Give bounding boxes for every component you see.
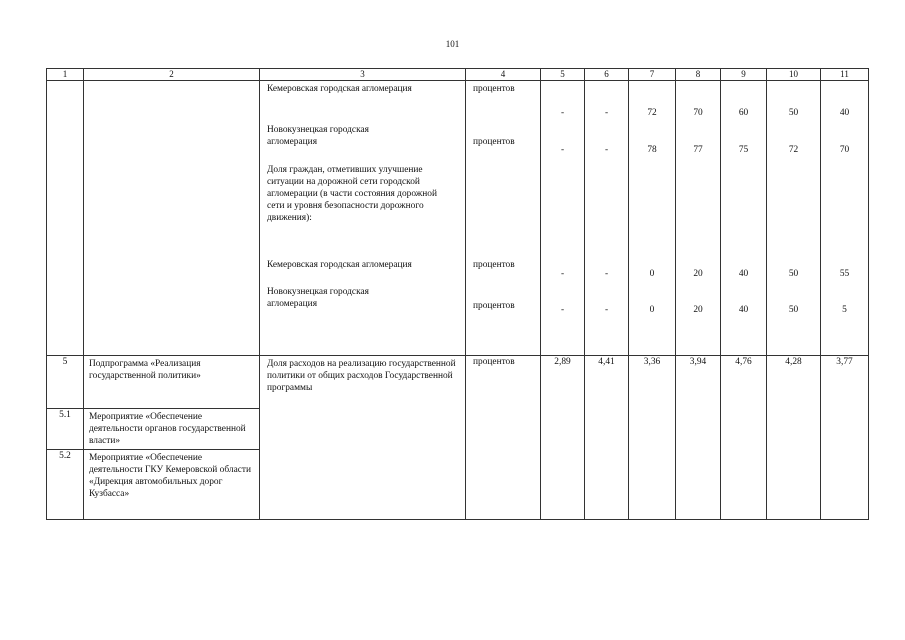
indicator-cell [260, 81, 466, 356]
value: 50 [788, 108, 799, 118]
value-cell: 2,89 [541, 356, 585, 520]
value: 55 [839, 269, 850, 279]
value: 60 [738, 108, 749, 118]
col-header-11: 11 [821, 69, 869, 81]
row-number-cell: 5.1 [47, 409, 84, 450]
value: 5 [842, 305, 847, 315]
unit-label: процентов [473, 84, 515, 94]
value-cell: 4,76 [721, 356, 767, 520]
program-name: Подпрограмма «Реализация государственной политики» [89, 359, 201, 381]
value: - [560, 269, 565, 279]
indicator-label: Доля расходов на реализацию государственной политики от общих расходов Государственной программы [267, 359, 456, 393]
value: - [560, 108, 565, 118]
program-name-cell [84, 450, 260, 520]
program-name: Мероприятие «Обеспечение деятельности органов государственной власти» [89, 412, 246, 446]
unit-label: процентов [473, 137, 515, 147]
value: 72 [788, 145, 799, 155]
value: 70 [839, 145, 850, 155]
program-name-cell [84, 356, 260, 409]
value: 0 [649, 269, 655, 279]
unit-label: процентов [473, 357, 515, 367]
value: 50 [788, 269, 799, 279]
value-cell: 3,77 [821, 356, 869, 520]
value: 0 [649, 305, 655, 315]
value-cell: 3,94 [676, 356, 721, 520]
value-cell: 4,41 [585, 356, 629, 520]
value: - [604, 145, 609, 155]
indicator-label: Новокузнецкая городская агломерация [267, 287, 369, 309]
indicator-label: Кемеровская городская агломерация [267, 84, 412, 94]
col-header-2: 2 [84, 69, 260, 81]
value-cell: 3,36 [629, 356, 676, 520]
col-header-3: 3 [260, 69, 466, 81]
row-number-cell [47, 81, 84, 356]
table-row-continuation [47, 81, 869, 356]
indicator-label: Доля граждан, отметивших улучшение ситуации на дорожной сети городской агломерации (в части состояния дорожной сети и уровня безопасности дорожного движения): [267, 165, 437, 223]
indicator-label: Кемеровская городская агломерация [267, 260, 412, 270]
value: 20 [693, 305, 703, 315]
col-header-6: 6 [585, 69, 629, 81]
unit-cell [466, 81, 541, 356]
value-cell [676, 81, 721, 356]
value: - [560, 145, 565, 155]
value: 50 [788, 305, 799, 315]
value: 40 [738, 269, 749, 279]
value: - [560, 305, 565, 315]
header-row [47, 69, 869, 81]
col-header-7: 7 [629, 69, 676, 81]
program-name-cell [84, 409, 260, 450]
value-cell [629, 81, 676, 356]
value: 40 [839, 108, 850, 118]
value: 72 [647, 108, 657, 118]
unit-label: процентов [473, 301, 515, 311]
page-number: 101 [445, 39, 460, 49]
unit-cell [466, 356, 541, 520]
value-cell: 4,28 [767, 356, 821, 520]
col-header-9: 9 [721, 69, 767, 81]
value-cell [541, 81, 585, 356]
col-header-10: 10 [767, 69, 821, 81]
indicator-label: Новокузнецкая городская агломерация [267, 125, 369, 147]
value: - [604, 269, 609, 279]
value-cell [721, 81, 767, 356]
program-name-cell [84, 81, 260, 356]
col-header-8: 8 [676, 69, 721, 81]
col-header-4: 4 [466, 69, 541, 81]
value: 20 [693, 269, 703, 279]
row-number-cell: 5.2 [47, 450, 84, 520]
indicator-cell [260, 356, 466, 520]
program-name: Мероприятие «Обеспечение деятельности ГКУ Кемеровской области «Дирекция автомобильных дорог Кузбасса» [89, 453, 252, 499]
value: - [604, 108, 609, 118]
value: 40 [738, 305, 749, 315]
indicators-table [46, 68, 869, 520]
value-cell [767, 81, 821, 356]
value: 78 [647, 145, 657, 155]
col-header-1: 1 [47, 69, 84, 81]
value: 75 [738, 145, 749, 155]
value-cell [585, 81, 629, 356]
unit-label: процентов [473, 260, 515, 270]
value: - [604, 305, 609, 315]
row-number-cell: 5 [47, 356, 84, 409]
col-header-5: 5 [541, 69, 585, 81]
value-cell [821, 81, 869, 356]
table-row-5 [47, 356, 869, 409]
value: 70 [693, 108, 703, 118]
value: 77 [693, 145, 703, 155]
